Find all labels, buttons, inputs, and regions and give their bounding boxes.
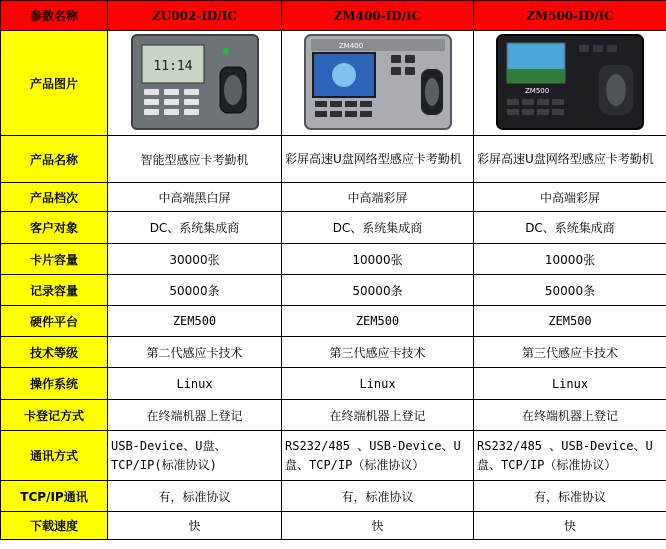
cell-value: 在终端机器上登记: [282, 400, 474, 431]
zu002-device-image: [130, 33, 260, 131]
cell-value: 中高端黑白屏: [108, 183, 282, 212]
device-brand-label: ZM400: [338, 41, 363, 50]
cell-value: 中高端彩屏: [474, 183, 666, 212]
cell-value: 第三代感应卡技术: [282, 337, 474, 368]
table-row: [1, 481, 666, 512]
cell-value: 有，标准协议: [108, 481, 282, 512]
table-row: [1, 31, 666, 136]
cell-value: RS232/485 、USB-Device、U盘、TCP/IP（标准协议）: [474, 431, 666, 481]
cell-value: 50000条: [108, 275, 282, 306]
cell-value: 在终端机器上登记: [108, 400, 282, 431]
row-label: TCP/IP通讯: [1, 481, 108, 512]
product-image-cell: [474, 31, 666, 136]
cell-value: 快: [282, 512, 474, 540]
table-row: [1, 368, 666, 400]
table-row: [1, 306, 666, 337]
cell-value: 10000张: [474, 244, 666, 275]
device-brand-label: ZM500: [525, 86, 550, 95]
cell-value: 彩屏高速U盘网络型感应卡考勤机: [474, 136, 666, 183]
row-label: 卡登记方式: [1, 400, 108, 431]
cell-value: 智能型感应卡考勤机: [108, 136, 282, 183]
row-label: 技术等级: [1, 337, 108, 368]
cell-value: Linux: [282, 368, 474, 400]
cell-value: ZEM500: [282, 306, 474, 337]
header-row: [1, 1, 666, 31]
table-row: [1, 244, 666, 275]
zm500-device-image: [495, 33, 645, 131]
cell-value: 第二代感应卡技术: [108, 337, 282, 368]
cell-value: RS232/485 、USB-Device、U盘、TCP/IP（标准协议）: [282, 431, 474, 481]
cell-value: 有，标准协议: [282, 481, 474, 512]
cell-value: Linux: [108, 368, 282, 400]
table-row: [1, 400, 666, 431]
cell-value: 有，标准协议: [474, 481, 666, 512]
row-label: 下载速度: [1, 512, 108, 540]
table-row: [1, 275, 666, 306]
row-label: 卡片容量: [1, 244, 108, 275]
table-row: [1, 136, 666, 183]
cell-value: 彩屏高速U盘网络型感应卡考勤机: [282, 136, 474, 183]
cell-value: DC、系统集成商: [282, 212, 474, 244]
cell-value: 快: [474, 512, 666, 540]
header-model-3: ZM500-ID/IC: [474, 1, 666, 31]
zm400-device-image: [303, 33, 453, 131]
table-row: [1, 512, 666, 540]
product-image-cell: [282, 31, 474, 136]
row-label: 客户对象: [1, 212, 108, 244]
cell-value: 50000条: [282, 275, 474, 306]
table-row: [1, 212, 666, 244]
cell-value: 30000张: [108, 244, 282, 275]
row-label: 产品名称: [1, 136, 108, 183]
row-label: 产品档次: [1, 183, 108, 212]
row-label: 操作系统: [1, 368, 108, 400]
device-screen-time: 11:14: [152, 58, 193, 74]
table-row: [1, 431, 666, 481]
cell-value: ZEM500: [108, 306, 282, 337]
cell-value: 第三代感应卡技术: [474, 337, 666, 368]
cell-value: 在终端机器上登记: [474, 400, 666, 431]
cell-value: 50000条: [474, 275, 666, 306]
cell-value: 快: [108, 512, 282, 540]
row-label: 硬件平台: [1, 306, 108, 337]
header-label: 参数名称: [1, 1, 108, 31]
cell-value: ZEM500: [474, 306, 666, 337]
cell-value: DC、系统集成商: [474, 212, 666, 244]
cell-value: DC、系统集成商: [108, 212, 282, 244]
cell-value: Linux: [474, 368, 666, 400]
header-model-1: ZU002-ID/IC: [108, 1, 282, 31]
cell-value: USB-Device、U盘、TCP/IP(标准协议): [108, 431, 282, 481]
cell-value: 10000张: [282, 244, 474, 275]
product-image-cell: [108, 31, 282, 136]
header-model-2: ZM400-ID/IC: [282, 1, 474, 31]
row-label: 通讯方式: [1, 431, 108, 481]
row-label: 产品图片: [1, 31, 108, 136]
row-label: 记录容量: [1, 275, 108, 306]
table-row: [1, 183, 666, 212]
cell-value: 中高端彩屏: [282, 183, 474, 212]
table-row: [1, 337, 666, 368]
